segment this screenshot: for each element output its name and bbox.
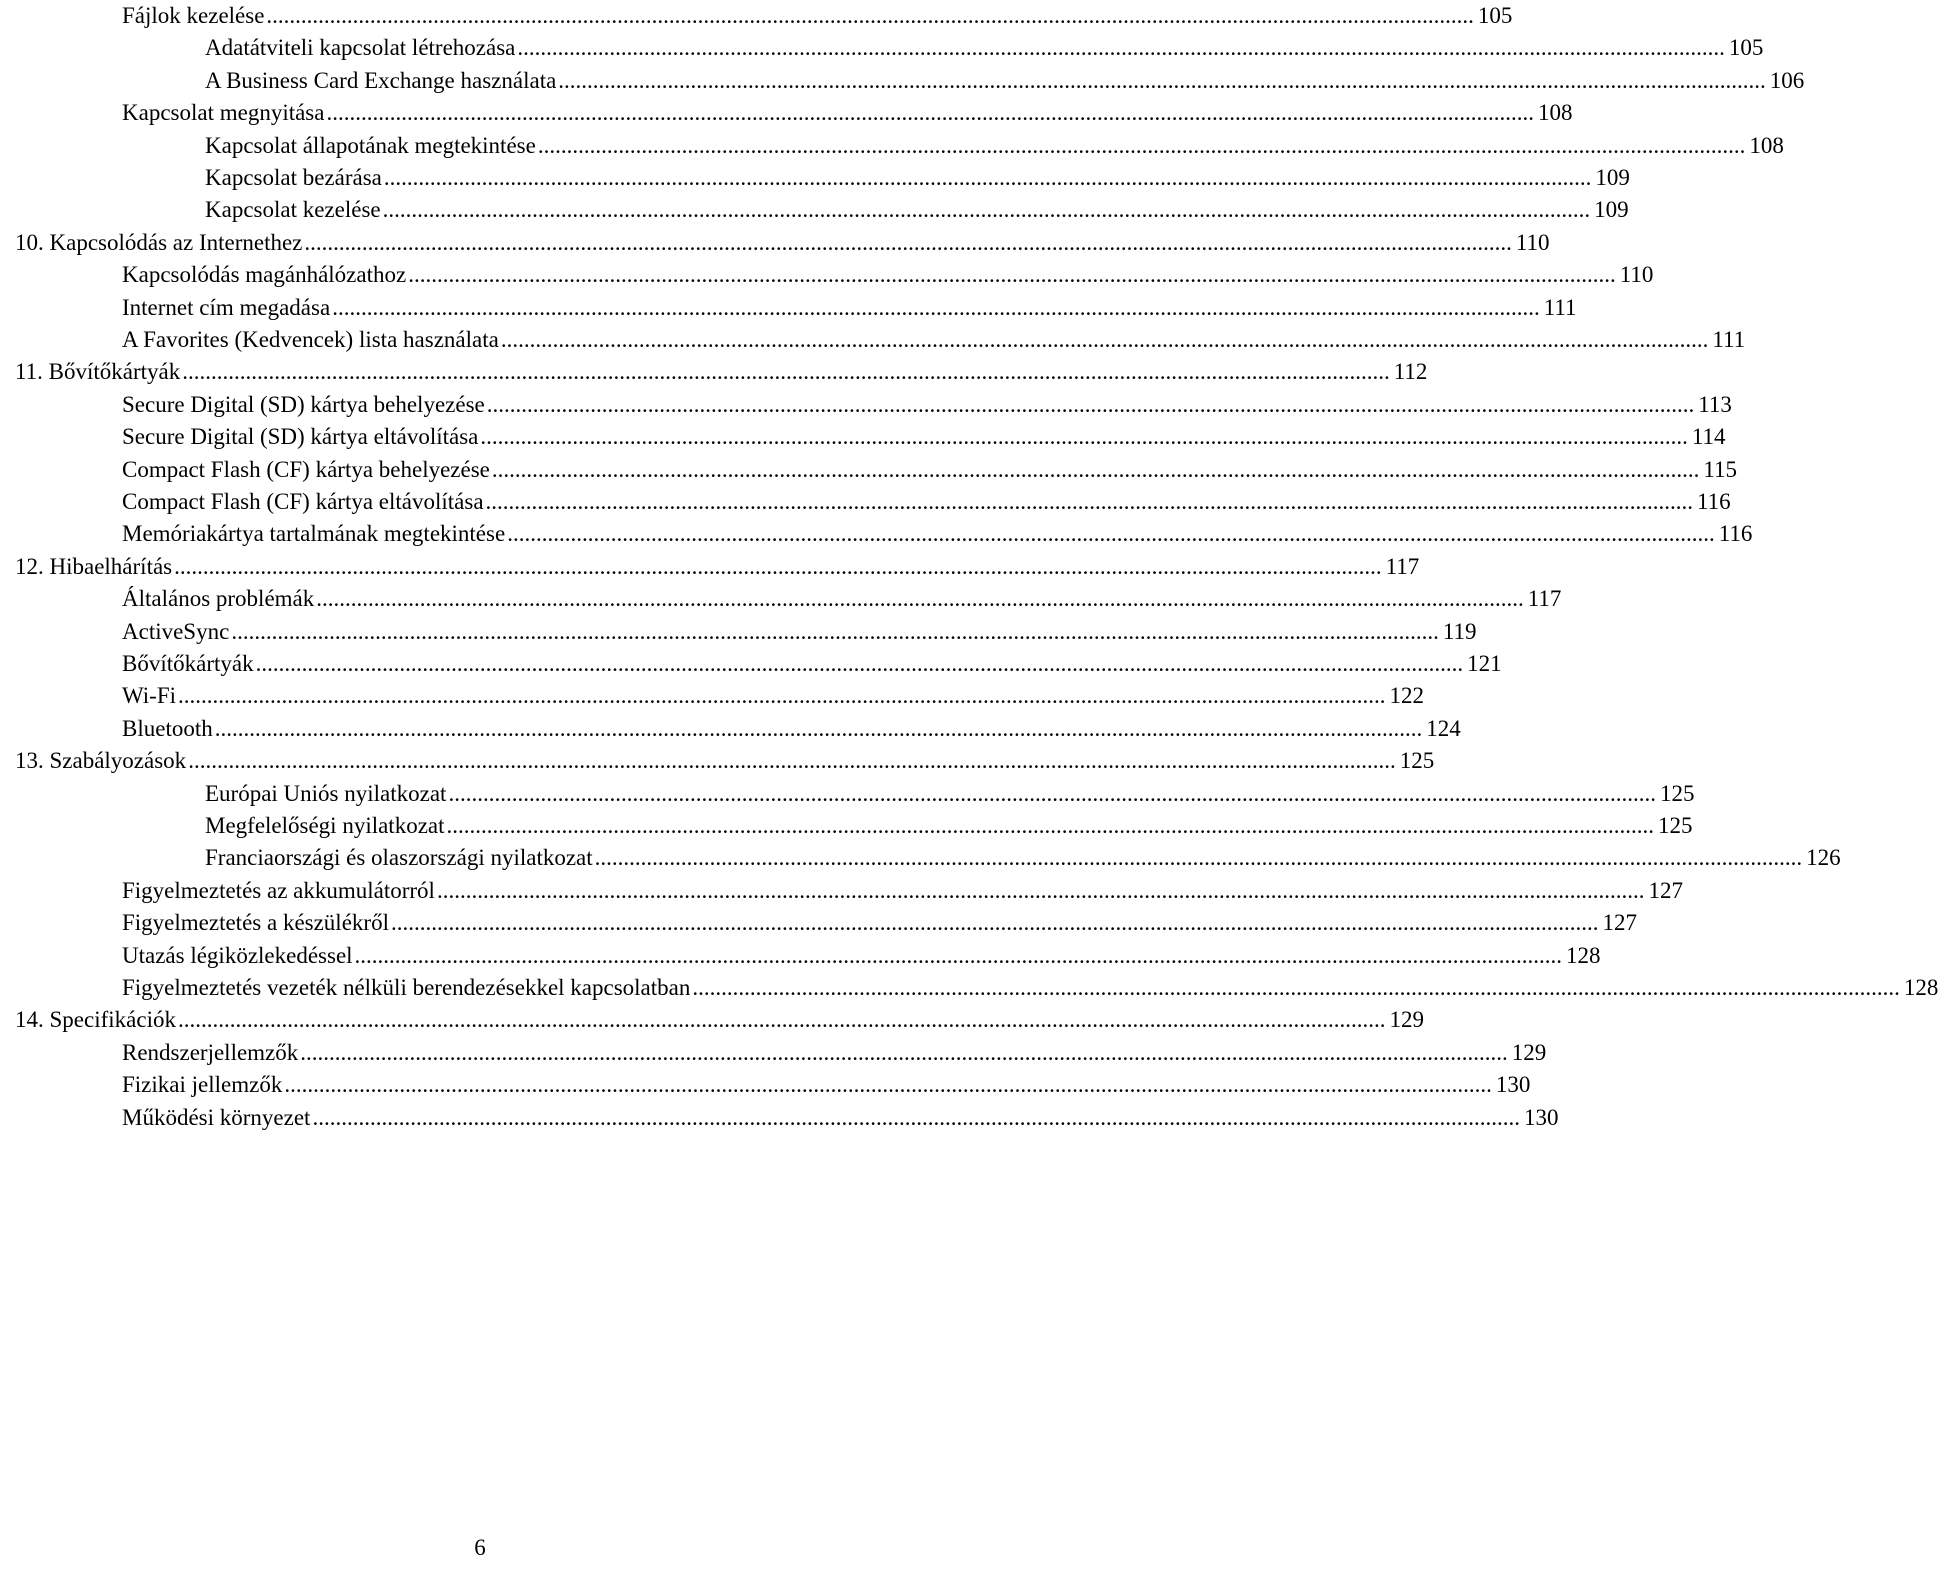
toc-entry-title: Általános problémák: [122, 586, 315, 611]
toc-entry[interactable]: [0, 1037, 1547, 1069]
toc-entry[interactable]: [0, 778, 1695, 810]
toc-entry[interactable]: [0, 421, 1726, 453]
toc-entry[interactable]: [0, 227, 1550, 259]
toc-entry-page: 126: [1806, 845, 1841, 870]
toc-entry-title: Secure Digital (SD) kártya behelyezése: [122, 392, 485, 417]
toc-dot-leader: ..................................................................................................................................................................................................................: [486, 392, 1695, 417]
toc-entry[interactable]: [0, 842, 1841, 874]
toc-entry[interactable]: [0, 518, 1753, 550]
toc-dot-leader: ..................................................................................................................................................................................................................: [517, 35, 1725, 60]
toc-dot-leader: ..................................................................................................................................................................................................................: [332, 295, 1540, 320]
toc-dot-leader: ..................................................................................................................................................................................................................: [174, 554, 1382, 579]
toc-entry-title: Kapcsolat kezelése: [205, 197, 381, 222]
toc-entry-page: 109: [1595, 165, 1630, 190]
toc-dot-leader: ..................................................................................................................................................................................................................: [558, 68, 1766, 93]
toc-entry-title: ActiveSync: [122, 619, 230, 644]
toc-entry-title: Compact Flash (CF) kártya eltávolítása: [122, 489, 484, 514]
toc-entry[interactable]: [0, 324, 1746, 356]
toc-entry[interactable]: [0, 292, 1577, 324]
toc-entry[interactable]: [0, 130, 1784, 162]
toc-entry-page: 110: [1619, 262, 1654, 287]
toc-entry[interactable]: [0, 583, 1562, 615]
toc-entry-title: Fizikai jellemzők: [122, 1072, 283, 1097]
toc-entry[interactable]: [0, 162, 1630, 194]
toc-dot-leader: ..................................................................................................................................................................................................................: [485, 489, 1694, 514]
toc-entry-page: 114: [1691, 424, 1726, 449]
toc-entry[interactable]: [0, 32, 1764, 64]
toc-entry-page: 117: [1527, 586, 1562, 611]
toc-entry-page: 128: [1903, 975, 1938, 1000]
toc-entry[interactable]: [0, 940, 1601, 972]
toc-entry[interactable]: [0, 454, 1738, 486]
toc-entry[interactable]: [0, 356, 1428, 388]
toc-entry-page: 125: [1658, 813, 1693, 838]
toc-entry[interactable]: [0, 713, 1461, 745]
toc-dot-leader: ..................................................................................................................................................................................................................: [312, 1105, 1520, 1130]
toc-entry-title: Figyelmeztetés a készülékről: [122, 910, 389, 935]
toc-dot-leader: ..................................................................................................................................................................................................................: [178, 683, 1386, 708]
toc-entry-title: Fájlok kezelése: [122, 3, 265, 28]
toc-entry[interactable]: [0, 972, 1938, 1004]
toc-entry-title: Rendszerjellemzők: [122, 1040, 299, 1065]
toc-entry-page: 111: [1712, 327, 1746, 352]
toc-dot-leader: ..................................................................................................................................................................................................................: [382, 197, 1591, 222]
toc-entry-title: 11. Bővítőkártyák: [15, 359, 181, 384]
toc-entry[interactable]: [0, 680, 1425, 712]
toc-entry-title: Figyelmeztetés vezeték nélküli berendezésekkel kapcsolatban: [122, 975, 691, 1000]
toc-dot-leader: ..................................................................................................................................................................................................................: [537, 133, 1746, 158]
toc-entry-page: 130: [1495, 1072, 1531, 1097]
toc-entry-page: 116: [1718, 521, 1753, 546]
toc-entry-title: Secure Digital (SD) kártya eltávolítása: [122, 424, 479, 449]
toc-entry-title: Kapcsolat állapotának megtekintése: [205, 133, 536, 158]
toc-entry[interactable]: [0, 1069, 1531, 1101]
toc-entry-page: 116: [1697, 489, 1731, 514]
toc-entry-title: 14. Specifikációk: [15, 1007, 176, 1032]
toc-entry[interactable]: [0, 0, 1513, 32]
toc-entry-page: 109: [1594, 197, 1629, 222]
toc-entry-title: Megfelelőségi nyilatkozat: [205, 813, 445, 838]
toc-entry-title: 13. Szabályozások: [15, 748, 187, 773]
toc-entry-page: 124: [1426, 716, 1461, 741]
toc-entry-page: 129: [1389, 1007, 1424, 1032]
toc-entry-title: Bővítőkártyák: [122, 651, 254, 676]
toc-entry[interactable]: [0, 97, 1573, 129]
toc-entry-title: Wi-Fi: [122, 683, 177, 708]
toc-entry-page: 108: [1749, 133, 1784, 158]
toc-dot-leader: ..................................................................................................................................................................................................................: [231, 619, 1439, 644]
toc-entry-page: 108: [1537, 100, 1573, 125]
toc-entry-page: 105: [1728, 35, 1764, 60]
toc-entry-title: Bluetooth: [122, 716, 213, 741]
toc-entry[interactable]: [0, 648, 1502, 680]
toc-dot-leader: ..................................................................................................................................................................................................................: [316, 586, 1524, 611]
toc-entry-page: 128: [1566, 943, 1601, 968]
page-number: 6: [474, 1535, 486, 1560]
toc-dot-leader: ..................................................................................................................................................................................................................: [354, 943, 1563, 968]
toc-dot-leader: ..................................................................................................................................................................................................................: [436, 878, 1645, 903]
toc-dot-leader: ..................................................................................................................................................................................................................: [266, 3, 1474, 28]
toc-entry[interactable]: [0, 745, 1435, 777]
toc-dot-leader: ..................................................................................................................................................................................................................: [491, 457, 1700, 482]
toc-entry[interactable]: [0, 486, 1731, 518]
toc-entry-title: Utazás légiközlekedéssel: [122, 943, 353, 968]
toc-entry-page: 125: [1399, 748, 1435, 773]
toc-entry[interactable]: [0, 1004, 1424, 1036]
toc-dot-leader: ..................................................................................................................................................................................................................: [284, 1072, 1492, 1097]
toc-entry-title: Franciaországi és olaszországi nyilatkozat: [205, 845, 593, 870]
toc-entry[interactable]: [0, 875, 1683, 907]
toc-entry-title: A Favorites (Kedvencek) lista használata: [122, 327, 499, 352]
toc-dot-leader: ..................................................................................................................................................................................................................: [408, 262, 1616, 287]
toc-dot-leader: ..................................................................................................................................................................................................................: [188, 748, 1396, 773]
toc-entry-title: Compact Flash (CF) kártya behelyezése: [122, 457, 490, 482]
toc-entry-page: 106: [1769, 68, 1805, 93]
toc-entry-title: 10. Kapcsolódás az Internethez: [15, 230, 303, 255]
toc-dot-leader: ..................................................................................................................................................................................................................: [182, 359, 1390, 384]
toc-entry[interactable]: [0, 616, 1477, 648]
toc-entry-page: 121: [1467, 651, 1502, 676]
toc-entry-title: Kapcsolódás magánhálózathoz: [122, 262, 407, 287]
toc-entry[interactable]: [0, 194, 1629, 226]
toc-entry-title: Figyelmeztetés az akkumulátorról: [122, 878, 435, 903]
toc-dot-leader: ..................................................................................................................................................................................................................: [480, 424, 1688, 449]
toc-dot-leader: ..................................................................................................................................................................................................................: [177, 1007, 1386, 1032]
toc-dot-leader: ..................................................................................................................................................................................................................: [500, 327, 1709, 352]
toc-entry[interactable]: [0, 389, 1732, 421]
toc-entry[interactable]: [0, 551, 1420, 583]
toc-entry-page: 110: [1515, 230, 1550, 255]
toc-entry-page: 127: [1602, 910, 1637, 935]
toc-entry-page: 130: [1523, 1105, 1559, 1130]
toc-entry-title: Európai Uniós nyilatkozat: [205, 781, 447, 806]
toc-dot-leader: ..................................................................................................................................................................................................................: [692, 975, 1900, 1000]
toc-dot-leader: ..................................................................................................................................................................................................................: [300, 1040, 1508, 1065]
toc-entry-page: 119: [1442, 619, 1477, 644]
toc-entry-page: 111: [1543, 295, 1577, 320]
toc-entry-page: 125: [1659, 781, 1695, 806]
toc-entry-page: 112: [1393, 359, 1428, 384]
toc-dot-leader: ..................................................................................................................................................................................................................: [507, 521, 1715, 546]
toc-entry-title: Működési környezet: [122, 1105, 311, 1130]
toc-entry-page: 105: [1477, 3, 1513, 28]
toc-entry[interactable]: [0, 259, 1654, 291]
toc-dot-leader: ..................................................................................................................................................................................................................: [390, 910, 1599, 935]
toc-entry-page: 113: [1698, 392, 1732, 417]
toc-dot-leader: ..................................................................................................................................................................................................................: [326, 100, 1534, 125]
toc-entry[interactable]: [0, 907, 1637, 939]
toc-entry-title: Adatátviteli kapcsolat létrehozása: [205, 35, 516, 60]
toc-entry-title: Internet cím megadása: [122, 295, 331, 320]
toc-entry-title: Kapcsolat bezárása: [205, 165, 382, 190]
toc-entry-page: 115: [1703, 457, 1738, 482]
toc-entry-title: A Business Card Exchange használata: [205, 68, 557, 93]
toc-entry-page: 127: [1648, 878, 1683, 903]
toc-dot-leader: ..................................................................................................................................................................................................................: [448, 781, 1656, 806]
toc-entry-page: 129: [1511, 1040, 1547, 1065]
toc-dot-leader: ..................................................................................................................................................................................................................: [255, 651, 1464, 676]
toc-entry-title: 12. Hibaelhárítás: [15, 554, 173, 579]
toc-entry-title: Memóriakártya tartalmának megtekintése: [122, 521, 506, 546]
toc-dot-leader: ..................................................................................................................................................................................................................: [214, 716, 1423, 741]
toc-dot-leader: ..................................................................................................................................................................................................................: [304, 230, 1512, 255]
toc-dot-leader: ..................................................................................................................................................................................................................: [446, 813, 1655, 838]
toc-dot-leader: ..................................................................................................................................................................................................................: [594, 845, 1803, 870]
toc-entry-page: 117: [1385, 554, 1420, 579]
toc-entry[interactable]: [0, 810, 1693, 842]
toc-entry-title: Kapcsolat megnyitása: [122, 100, 325, 125]
toc-entry[interactable]: [0, 65, 1805, 97]
toc-entry[interactable]: [0, 1102, 1559, 1134]
toc-entry-page: 122: [1389, 683, 1425, 708]
toc-dot-leader: ..................................................................................................................................................................................................................: [383, 165, 1592, 190]
